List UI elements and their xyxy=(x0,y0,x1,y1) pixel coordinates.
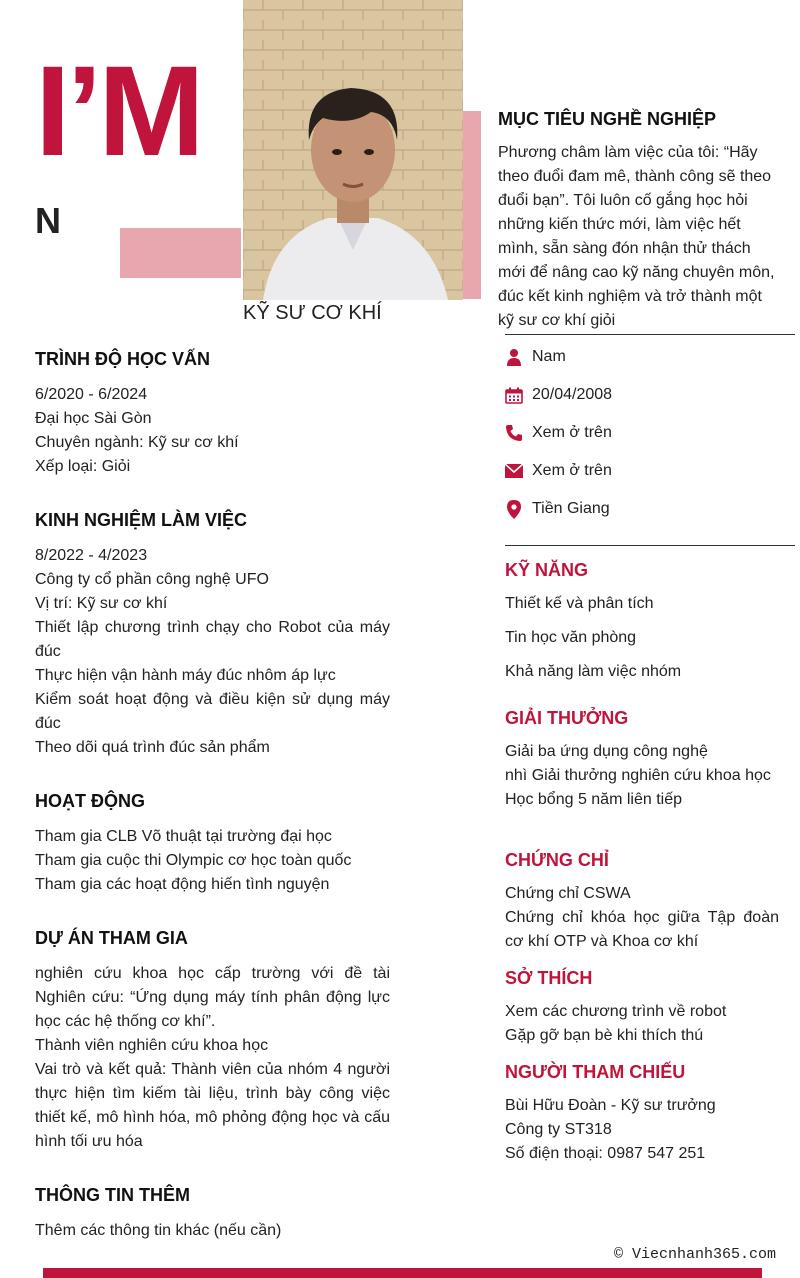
education-title: TRÌNH ĐỘ HỌC VẤN xyxy=(35,349,210,369)
hobby-line: Xem các chương trình về robot xyxy=(505,1003,727,1020)
experience-line: Thiết lập chương trình chạy cho Robot của máy đúc xyxy=(35,619,390,660)
activity-line: Tham gia CLB Võ thuật tại trường đại học xyxy=(35,828,332,845)
project-line: nghiên cứu khoa học cấp trường với đề tài Nghiên cứu: “Ứng dụng máy tính phân động lực học các hệ thống cơ khí”. xyxy=(35,965,390,1030)
project-line: Thành viên nghiên cứu khoa học xyxy=(35,1037,269,1054)
info-address xyxy=(505,497,610,521)
extra-info-content xyxy=(35,1219,390,1243)
education-line: Chuyên ngành: Kỹ sư cơ khí xyxy=(35,434,239,451)
info-email xyxy=(505,459,612,483)
decorative-pink-bar xyxy=(120,228,241,278)
projects-title: DỰ ÁN THAM GIA xyxy=(35,928,188,948)
awards-content xyxy=(505,740,779,812)
reference-line: Công ty ST318 xyxy=(505,1121,612,1138)
education-line: Xếp loại: Giỏi xyxy=(35,458,131,475)
hobbies-title: SỞ THÍCH xyxy=(505,968,593,988)
education-content xyxy=(35,383,390,479)
hobbies-content xyxy=(505,1000,779,1048)
experience-title: KINH NGHIỆM LÀM VIỆC xyxy=(35,510,248,530)
experience-line: Theo dõi quá trình đúc sản phẩm xyxy=(35,739,270,756)
experience-line: Công ty cổ phần công nghệ UFO xyxy=(35,571,269,588)
decorative-pink-bar-vertical xyxy=(463,111,481,299)
info-birthday xyxy=(505,383,612,407)
experience-line: Kiểm soát hoạt động và điều kiện sử dụng máy đúc xyxy=(35,691,390,732)
activities-content xyxy=(35,825,390,897)
hobby-line: Gặp gỡ bạn bè khi thích thú xyxy=(505,1027,704,1044)
activities-title: HOẠT ĐỘNG xyxy=(35,791,145,811)
location-pin-icon xyxy=(505,500,523,518)
email-value[interactable]: Xem ở trên xyxy=(532,462,612,479)
divider xyxy=(505,545,795,546)
copyright-text: © Viecnhanh365.com xyxy=(614,1246,777,1263)
education-line: 6/2020 - 6/2024 xyxy=(35,386,148,403)
info-gender xyxy=(505,345,566,369)
awards-title: GIẢI THƯỞNG xyxy=(505,708,629,728)
birthday-value: 20/04/2008 xyxy=(532,386,613,403)
profile-photo xyxy=(243,0,463,300)
skills-content xyxy=(505,592,779,684)
certificate-line: Chứng chỉ CSWA xyxy=(505,885,631,902)
activity-line: Tham gia cuộc thi Olympic cơ học toàn quốc xyxy=(35,852,352,869)
education-line: Đại học Sài Gòn xyxy=(35,410,152,427)
skills-title: KỸ NĂNG xyxy=(505,560,589,580)
phone-icon xyxy=(505,424,523,442)
references-content xyxy=(505,1094,779,1166)
job-title: KỸ SƯ CƠ KHÍ xyxy=(243,302,382,324)
name-initial: N xyxy=(35,200,61,241)
info-phone xyxy=(505,421,612,445)
objective-text: Phương châm làm việc của tôi: “Hãy theo đuổi đam mê, thành công sẽ theo đuổi bạn”. Tôi luôn cố gắng học hỏi những kiến thức mới, làm việc hết mình, sẵn sàng đón nhận thử thách mới để nâng cao kỹ năng chuyên môn, đúc kết kinh nghiệm và trở thành một kỹ sư cơ khí giỏi xyxy=(498,144,775,329)
extra-info-line: Thêm các thông tin khác (nếu cần) xyxy=(35,1222,282,1239)
mail-icon xyxy=(505,462,523,480)
skill-item: Thiết kế và phân tích xyxy=(505,595,654,612)
certificate-line: Chứng chỉ khóa học giữa Tập đoàn cơ khí OTP và Khoa cơ khí xyxy=(505,909,779,950)
references-title: NGƯỜI THAM CHIẾU xyxy=(505,1062,686,1082)
person-icon xyxy=(505,348,523,366)
award-line: Học bổng 5 năm liên tiếp xyxy=(505,791,682,808)
award-line: Giải ba ứng dụng công nghệ xyxy=(505,743,708,760)
gender-value: Nam xyxy=(532,348,566,365)
certificates-content xyxy=(505,882,779,954)
reference-line: Bùi Hữu Đoàn - Kỹ sư trưởng xyxy=(505,1097,716,1114)
experience-line: Thực hiện vận hành máy đúc nhôm áp lực xyxy=(35,667,336,684)
divider xyxy=(505,334,795,335)
skill-item: Tin học văn phòng xyxy=(505,629,637,646)
extra-info-title: THÔNG TIN THÊM xyxy=(35,1185,190,1205)
objective-title: MỤC TIÊU NGHỀ NGHIỆP xyxy=(498,109,717,129)
activity-line: Tham gia các hoạt động hiến tình nguyện xyxy=(35,876,330,893)
phone-value[interactable]: Xem ở trên xyxy=(532,424,612,441)
project-line: Vai trò và kết quả: Thành viên của nhóm 4 người thực hiện tìm kiếm tài liệu, trình bày công việc thiết kế, mô hình hóa, mô phỏng động học và cấu hình tối ưu hóa xyxy=(35,1061,390,1150)
im-heading: I’M xyxy=(35,40,201,183)
calendar-icon xyxy=(505,386,523,404)
address-value: Tiền Giang xyxy=(532,500,610,517)
certificates-title: CHỨNG CHỈ xyxy=(505,850,609,870)
award-line: nhì Giải thưởng nghiên cứu khoa học xyxy=(505,767,771,784)
experience-line: Vị trí: Kỹ sư cơ khí xyxy=(35,595,168,612)
skill-item: Khả năng làm việc nhóm xyxy=(505,663,682,680)
projects-content xyxy=(35,962,390,1154)
experience-content xyxy=(35,544,390,760)
experience-line: 8/2022 - 4/2023 xyxy=(35,547,148,564)
reference-line: Số điện thoại: 0987 547 251 xyxy=(505,1145,706,1162)
bottom-accent-bar xyxy=(43,1268,762,1278)
